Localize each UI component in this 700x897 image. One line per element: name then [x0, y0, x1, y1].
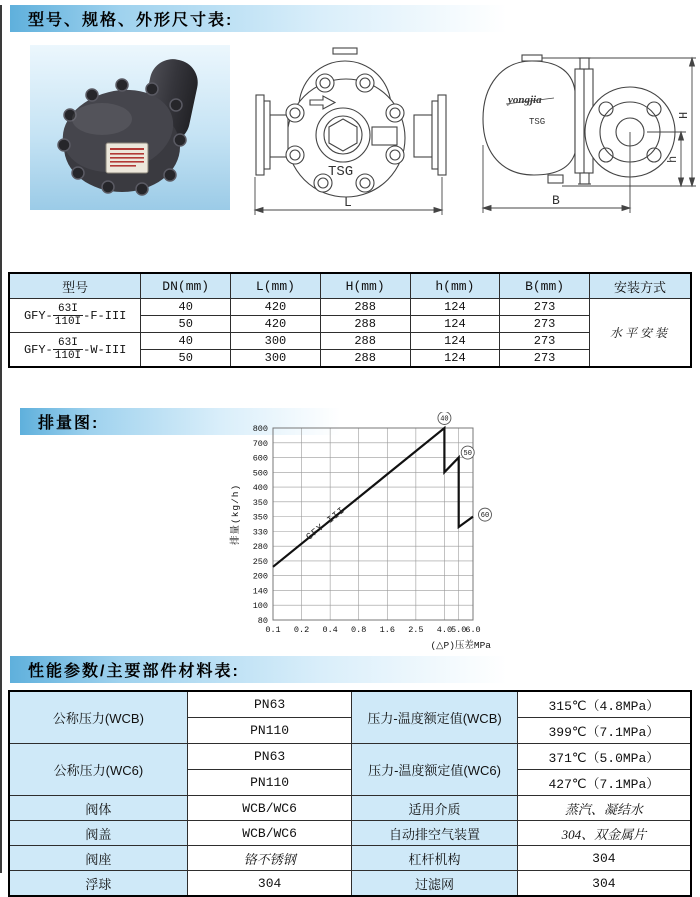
svg-text:100: 100 — [252, 601, 268, 612]
cell-dn: 50 — [141, 350, 231, 368]
rating-value: 371℃（5.0MPa） — [517, 744, 691, 770]
table-row — [9, 691, 691, 718]
table-row — [9, 871, 691, 897]
left-flange — [256, 95, 288, 175]
cell-b: 273 — [500, 316, 590, 333]
svg-text:250: 250 — [252, 556, 268, 567]
svg-text:0.1: 0.1 — [265, 625, 281, 635]
dimension-L-label: L — [344, 195, 352, 210]
svg-text:(△P)压差MPa: (△P)压差MPa — [430, 640, 491, 651]
svg-text:1.6: 1.6 — [379, 625, 395, 635]
attr-name: 过滤网 — [352, 871, 517, 897]
svg-text:50: 50 — [463, 450, 472, 459]
svg-text:350: 350 — [252, 497, 268, 508]
rating-group-label: 压力-温度额定值(WCB) — [352, 691, 517, 744]
displacement-chart-svg — [227, 412, 507, 658]
model-name-w — [9, 333, 141, 368]
svg-text:400: 400 — [252, 483, 268, 494]
side-port — [372, 127, 397, 145]
svg-text:140: 140 — [252, 586, 268, 597]
svg-text:800: 800 — [252, 424, 268, 434]
model-suffix: -F-III — [83, 308, 127, 323]
dimension-table-header-row — [9, 273, 691, 299]
cell-h-lower: 124 — [410, 333, 500, 350]
table-row — [9, 821, 691, 846]
cell-dn: 40 — [141, 299, 231, 316]
col-header-install: 安装方式 — [589, 273, 691, 299]
displacement-chart — [227, 412, 507, 663]
svg-text:600: 600 — [252, 453, 268, 464]
svg-text:2.5: 2.5 — [408, 625, 424, 635]
svg-text:280: 280 — [252, 542, 268, 553]
svg-text:排量(kg/h): 排量(kg/h) — [230, 483, 241, 546]
attr-value: 蒸汽、凝结水 — [517, 796, 691, 821]
svg-text:700: 700 — [252, 438, 268, 449]
model-prefix: GFY- — [23, 342, 53, 357]
model-prefix: GFY- — [23, 308, 53, 323]
svg-text:4.0: 4.0 — [436, 625, 453, 635]
cell-l: 300 — [231, 333, 321, 350]
rating-value: 427℃（7.1MPa） — [517, 770, 691, 796]
part-material: 铬不锈钢 — [187, 846, 351, 871]
dimension-H-label: H — [677, 111, 691, 119]
cell-h-upper: 288 — [320, 299, 410, 316]
svg-text:350: 350 — [252, 512, 268, 523]
cell-h-upper: 288 — [320, 350, 410, 368]
svg-text:80: 80 — [257, 616, 268, 626]
model-suffix: -W-III — [83, 342, 127, 357]
table-row — [9, 333, 691, 350]
side-view-drawing — [462, 45, 700, 225]
materials-table — [8, 690, 692, 897]
section-title-chart-text: 排量图: — [38, 415, 100, 432]
svg-text:330: 330 — [252, 527, 268, 538]
cell-dn: 40 — [141, 333, 231, 350]
rating-value: 399℃（7.1MPa） — [517, 718, 691, 744]
col-header-b: B(mm) — [500, 273, 590, 299]
product-photo — [30, 45, 230, 210]
attr-value: 304 — [517, 871, 691, 897]
pn-value: PN110 — [187, 770, 351, 796]
attr-value: 304 — [517, 846, 691, 871]
pressure-group-label: 公称压力(WCB) — [9, 691, 187, 744]
model-name-f — [9, 299, 141, 333]
col-header-l: L(mm) — [231, 273, 321, 299]
attr-name: 自动排空气装置 — [352, 821, 517, 846]
model-num-bottom: 110I — [54, 350, 82, 362]
cell-h-lower: 124 — [410, 316, 500, 333]
svg-text:500: 500 — [252, 468, 268, 479]
dimension-h-label: h — [666, 155, 680, 163]
side-view-label: TSG — [529, 117, 546, 127]
table-row — [9, 299, 691, 316]
svg-text:60: 60 — [480, 512, 490, 521]
cell-dn: 50 — [141, 316, 231, 333]
model-num-top: 63I — [53, 303, 83, 316]
svg-text:40: 40 — [440, 415, 449, 424]
pressure-group-label: 公称压力(WC6) — [9, 744, 187, 796]
top-nub — [333, 48, 357, 54]
part-name: 阀盖 — [9, 821, 187, 846]
svg-text:0.2: 0.2 — [293, 625, 310, 635]
side-bottom-nub — [548, 175, 563, 183]
model-fraction — [53, 303, 83, 328]
photo-highlight — [72, 103, 132, 135]
col-header-h-lower: h(mm) — [410, 273, 500, 299]
svg-text:0.8: 0.8 — [351, 625, 367, 635]
col-header-model: 型号 — [9, 273, 141, 299]
product-images-row — [0, 45, 700, 225]
part-name: 浮球 — [9, 871, 187, 897]
cell-h-upper: 288 — [320, 316, 410, 333]
displacement-chart-section — [0, 404, 700, 656]
svg-text:GFY-III: GFY-III — [304, 504, 348, 543]
svg-text:200: 200 — [252, 571, 268, 582]
install-method: 水平安装 — [589, 299, 691, 368]
dimension-table — [8, 272, 692, 368]
table-row — [9, 744, 691, 770]
rating-group-label: 压力-温度额定值(WC6) — [352, 744, 517, 796]
brand-logo: yongjia — [508, 94, 542, 106]
pn-value: PN63 — [187, 744, 351, 770]
section-title-dimensions-text: 型号、规格、外形尺寸表: — [28, 12, 234, 29]
svg-text:6.0: 6.0 — [465, 625, 481, 635]
col-header-h-upper: H(mm) — [320, 273, 410, 299]
rating-value: 315℃（4.8MPa） — [517, 691, 691, 718]
table-row — [9, 796, 691, 821]
model-fraction — [53, 337, 83, 362]
pn-value: PN110 — [187, 718, 351, 744]
part-material: 304 — [187, 871, 351, 897]
front-view-label: TSG — [328, 164, 354, 180]
svg-text:0.4: 0.4 — [322, 625, 338, 635]
side-top-nub — [522, 55, 542, 61]
section-title-dimensions — [10, 5, 700, 32]
pn-value: PN63 — [187, 691, 351, 718]
dimension-B-label: B — [552, 193, 560, 208]
attr-value: 304、双金属片 — [517, 821, 691, 846]
cell-h-lower: 124 — [410, 350, 500, 368]
attr-name: 杠杆机构 — [352, 846, 517, 871]
cell-h-upper: 288 — [320, 333, 410, 350]
part-material: WCB/WC6 — [187, 796, 351, 821]
cell-l: 420 — [231, 316, 321, 333]
right-flange — [414, 95, 446, 175]
part-name: 阀座 — [9, 846, 187, 871]
front-view-drawing — [240, 45, 462, 225]
part-material: WCB/WC6 — [187, 821, 351, 846]
cell-l: 300 — [231, 350, 321, 368]
cell-b: 273 — [500, 299, 590, 316]
model-num-bottom: 110I — [54, 316, 82, 328]
attr-name: 适用介质 — [352, 796, 517, 821]
table-row — [9, 846, 691, 871]
cell-b: 273 — [500, 333, 590, 350]
cell-h-lower: 124 — [410, 299, 500, 316]
col-header-dn: DN(mm) — [141, 273, 231, 299]
part-name: 阀体 — [9, 796, 187, 821]
model-num-top: 63I — [53, 337, 83, 350]
cell-l: 420 — [231, 299, 321, 316]
cell-b: 273 — [500, 350, 590, 368]
svg-text:5.0: 5.0 — [451, 625, 467, 635]
section-title-materials-text: 性能参数/主要部件材料表: — [28, 663, 240, 680]
